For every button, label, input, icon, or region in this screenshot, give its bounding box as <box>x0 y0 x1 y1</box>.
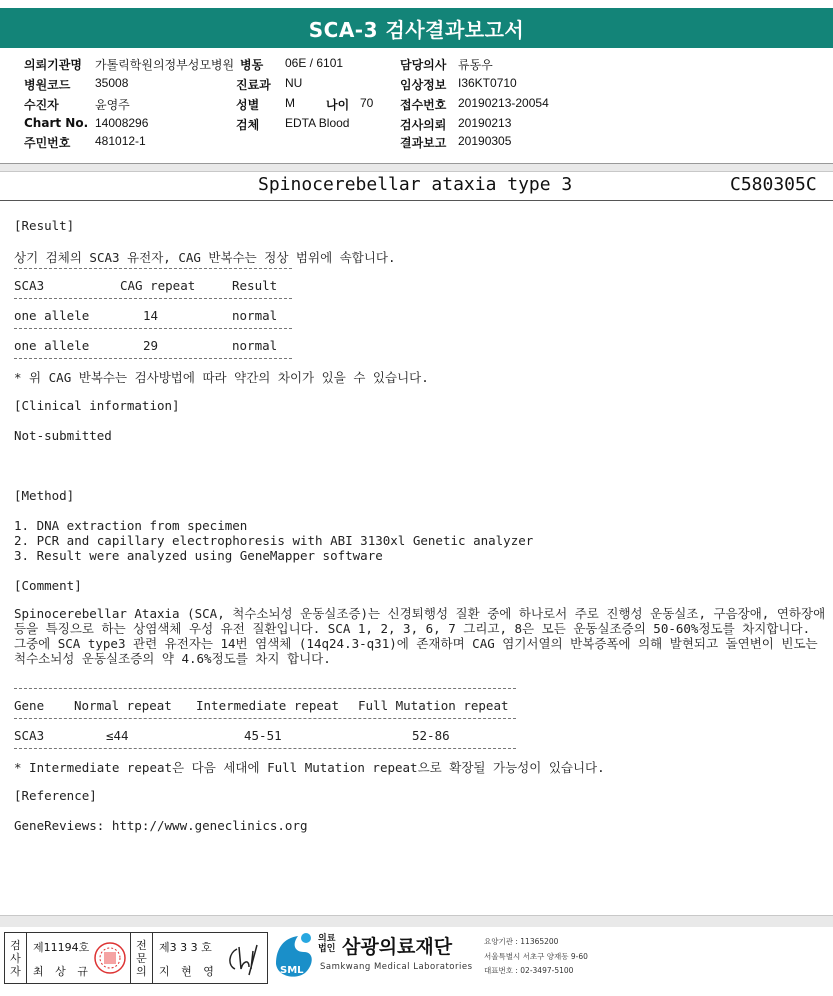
specimen-label: 검체 <box>236 118 260 132</box>
specimen-value: EDTA Blood <box>285 116 350 130</box>
org-address: 서울특별시 서초구 양재동 9-60 <box>484 952 588 961</box>
result-note: * 위 CAG 반복수는 검사방법에 따라 약간의 차이가 있을 수 있습니다. <box>14 370 429 385</box>
divider <box>14 688 516 689</box>
svg-text:SML: SML <box>280 965 304 976</box>
result-summary: 상기 검체의 SCA3 유전자, CAG 반복수는 정상 범위에 속합니다. <box>14 250 396 265</box>
result-col-gene: SCA3 <box>14 278 45 293</box>
age-value: 70 <box>360 96 374 110</box>
resident-no-value: 481012-1 <box>95 134 146 148</box>
hospital-code-value: 35008 <box>95 76 129 90</box>
specialist-label <box>131 933 153 983</box>
result-cell: 29 <box>143 338 159 353</box>
request-date-value: 20190213 <box>458 116 512 130</box>
receipt-label: 접수번호 <box>400 98 447 112</box>
specialist-signature <box>223 939 263 979</box>
footer-band <box>0 915 833 927</box>
divider <box>14 268 292 269</box>
comment-text: Spinocerebellar Ataxia (SCA, 척수소뇌성 운동실조증)는 신경퇴행성 질환 중에 하나로서 주로 진행성 운동실조, 구음장애, 연하장애 등을 특징으로 하는 상염색체 우성 유전 질환입니다. SCA 1, 2, 3, 6, 7 그리고, 8은 모든 운동실조증의 50-60%정도를 차지합니다. 그중에 SCA type3 관련 유전자는 14번 염색체 (14q24.3-q31)에 존재하며 CAG 염기서열의 반복증폭에 의해 발현되고 돌연변이 빈도는 척수소뇌성 운동실조증의 약 4.6%정도를 차지 합니다. <box>14 606 826 666</box>
test-name: Spinocerebellar ataxia type 3 <box>258 174 573 195</box>
examiner-name: 최 상 규 <box>33 965 92 978</box>
receipt-value: 20190213-20054 <box>458 96 549 110</box>
specialist-license: 제3 3 3 호 <box>159 941 212 954</box>
reference-heading: [Reference] <box>14 788 97 803</box>
specialist-name: 지 현 영 <box>159 965 218 978</box>
institution-value: 가톨릭학원의정부성모병원 <box>95 58 235 72</box>
report-date-label: 결과보고 <box>400 136 447 150</box>
institution-label: 의뢰기관명 <box>24 58 82 72</box>
signature-box <box>4 932 268 984</box>
examinee-label: 수진자 <box>24 98 59 112</box>
separator-band <box>0 164 833 172</box>
age-label: 나이 <box>326 98 350 112</box>
report-title: SCA-3 검사결과보고서 <box>0 8 833 48</box>
vertical-label-char: 의 <box>136 964 147 978</box>
vertical-label-char: 전 <box>136 938 147 952</box>
examiner-label <box>5 933 27 983</box>
result-cell: 14 <box>143 308 159 323</box>
comment-cell: 52-86 <box>412 728 450 743</box>
doctor-label: 담당의사 <box>400 58 447 72</box>
vertical-label-char: 문 <box>136 951 147 965</box>
org-prefix: 의료 법인 <box>318 934 336 954</box>
ward-label: 병동 <box>240 58 264 72</box>
method-line: 3. Result were analyzed using GeneMapper software <box>14 548 383 563</box>
comment-note: * Intermediate repeat은 다음 세대에 Full Mutation repeat으로 확장될 가능성이 있습니다. <box>14 760 605 775</box>
org-name: 삼광의료재단 <box>342 936 453 958</box>
org-phone: 대표번호 : 02-3497-5100 <box>484 966 574 975</box>
specialist-cell <box>153 933 267 983</box>
clinical-info-text: Not-submitted <box>14 428 112 443</box>
chart-no-label: Chart No. <box>24 116 89 130</box>
comment-cell: 45-51 <box>244 728 282 743</box>
patient-info-panel <box>0 52 833 164</box>
vertical-label-char: 사 <box>10 951 21 965</box>
comment-col-gene: Gene <box>14 698 45 713</box>
sex-label: 성별 <box>236 98 260 112</box>
org-english-name: Samkwang Medical Laboratories <box>320 962 473 972</box>
comment-cell: SCA3 <box>14 728 45 743</box>
report-date-value: 20190305 <box>458 134 512 148</box>
vertical-label-char: 검 <box>10 938 21 952</box>
method-line: 2. PCR and capillary electrophoresis with ABI 3130xl Genetic analyzer <box>14 533 534 548</box>
method-heading: [Method] <box>14 488 75 503</box>
org-code: 요양기관 : 11365200 <box>484 937 559 946</box>
comment-cell: ≤44 <box>106 728 129 743</box>
comment-heading: [Comment] <box>14 578 82 593</box>
dept-label: 진료과 <box>236 78 271 92</box>
examinee-value: 윤영주 <box>95 98 130 112</box>
sml-logo-icon <box>270 930 318 982</box>
dept-value: NU <box>285 76 303 90</box>
doctor-value: 류동우 <box>458 58 493 72</box>
result-col-result: Result <box>232 278 278 293</box>
clinical-value: I36KT0710 <box>458 76 517 90</box>
vertical-label-char: 자 <box>10 964 21 978</box>
divider <box>14 748 516 749</box>
divider <box>14 328 292 329</box>
test-code: C580305C <box>730 174 817 195</box>
sex-value: M <box>285 96 295 110</box>
clinical-info-heading: [Clinical information] <box>14 398 180 413</box>
method-line: 1. DNA extraction from specimen <box>14 518 248 533</box>
result-cell: one allele <box>14 308 90 323</box>
ward-value: 06E / 6101 <box>285 56 344 70</box>
examiner-license: 제11194호 <box>33 941 90 954</box>
result-col-cag: CAG repeat <box>120 278 196 293</box>
comment-col-normal: Normal repeat <box>74 698 172 713</box>
result-heading: [Result] <box>14 218 75 233</box>
resident-no-label: 주민번호 <box>24 136 71 150</box>
result-cell: one allele <box>14 338 90 353</box>
examiner-seal <box>93 941 127 975</box>
result-cell: normal <box>232 338 278 353</box>
chart-no-value: 14008296 <box>95 116 149 130</box>
divider <box>14 358 292 359</box>
hospital-code-label: 병원코드 <box>24 78 71 92</box>
comment-col-full: Full Mutation repeat <box>358 698 509 713</box>
divider <box>14 718 516 719</box>
result-cell: normal <box>232 308 278 323</box>
request-date-label: 검사의뢰 <box>400 118 447 132</box>
clinical-label: 임상정보 <box>400 78 447 92</box>
examiner-cell <box>27 933 131 983</box>
comment-col-intermediate: Intermediate repeat <box>196 698 339 713</box>
title-divider <box>0 200 833 201</box>
reference-text: GeneReviews: http://www.geneclinics.org <box>14 818 308 833</box>
divider <box>14 298 292 299</box>
